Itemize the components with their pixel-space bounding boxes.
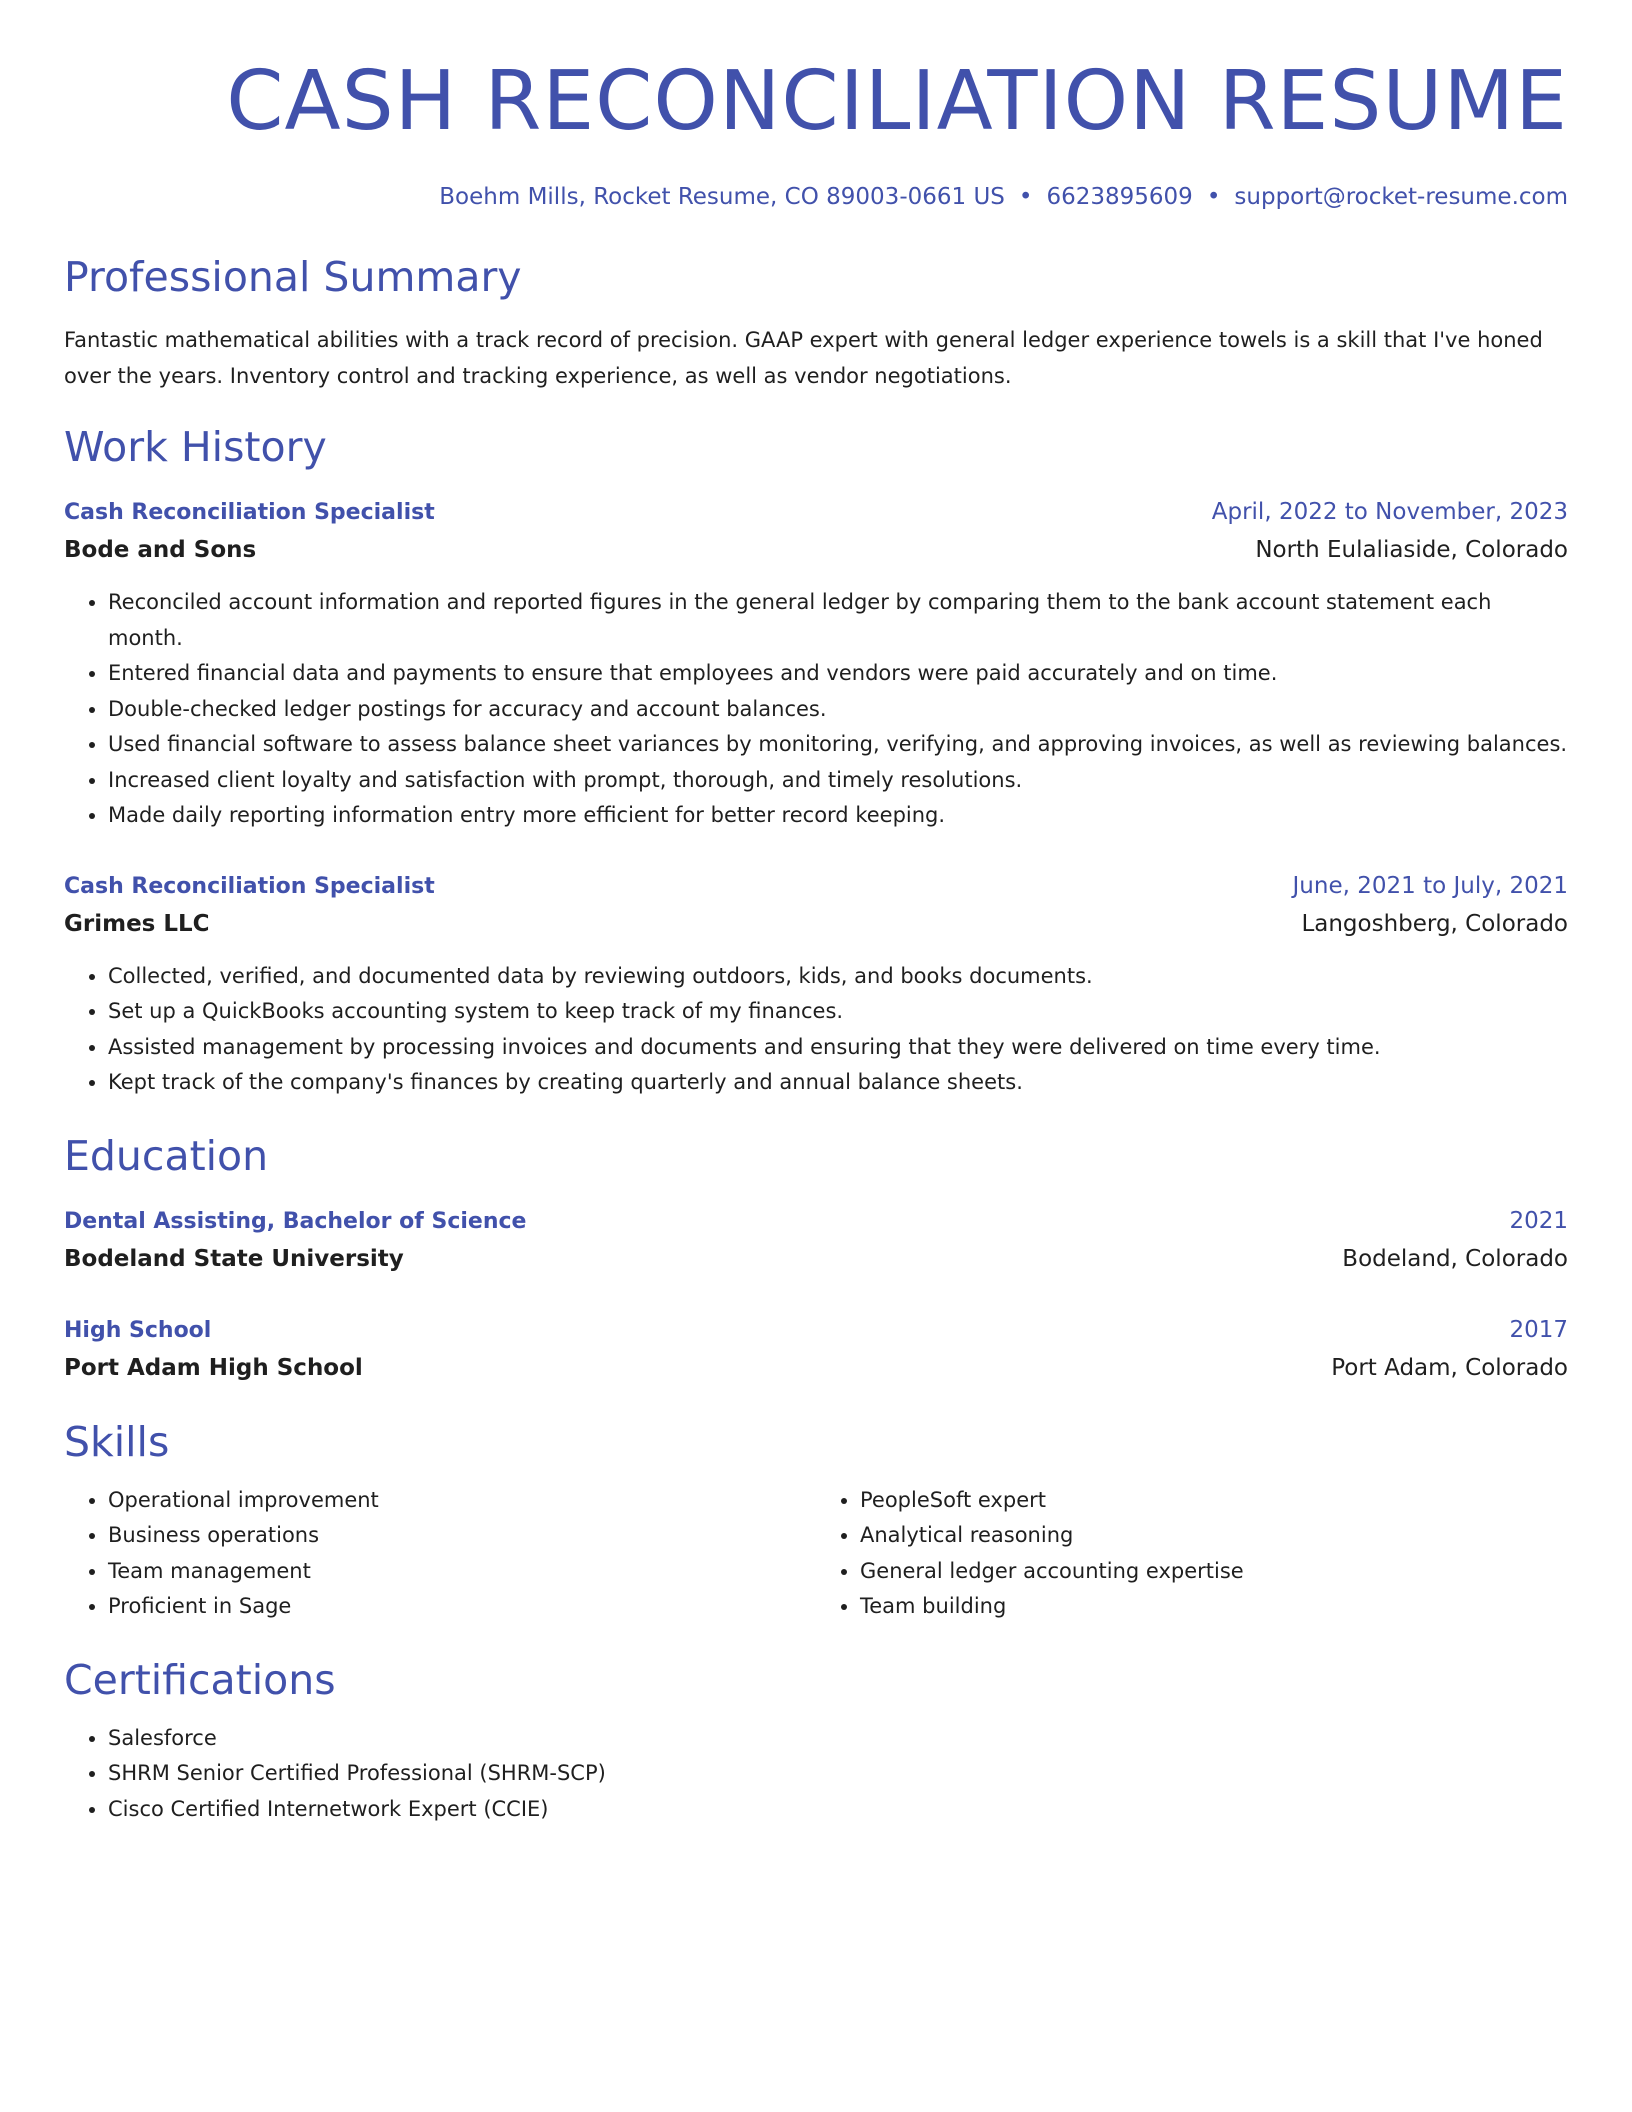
contact-separator: • <box>1018 184 1033 210</box>
job-dates: April, 2022 to November, 2023 <box>1211 499 1568 525</box>
contact-separator: • <box>1206 184 1221 210</box>
skills-grid <box>64 1483 1568 1625</box>
job-bullet: • Collected, verified, and documented data by reviewing outdoors, kids, and books documents. <box>108 959 1568 995</box>
contact-phone: 6623895609 <box>1046 184 1193 210</box>
job-entry <box>64 494 1568 834</box>
education-degree: High School <box>64 1317 212 1343</box>
certification-item: • SHRM Senior Certified Professional (SHRM-SCP) <box>108 1756 1568 1792</box>
education-school: Port Adam High School <box>64 1354 363 1381</box>
skill-item: • General ledger accounting expertise <box>860 1554 1568 1590</box>
skills-heading: Skills <box>64 1417 170 1466</box>
education-degree: Dental Assisting, Bachelor of Science <box>64 1208 527 1234</box>
job-bullet: • Set up a QuickBooks accounting system to keep track of my finances. <box>108 994 1568 1030</box>
skills-list-right <box>816 1483 1568 1625</box>
skill-item: • Proficient in Sage <box>108 1589 816 1625</box>
job-bullets <box>64 585 1568 834</box>
skill-item: • PeopleSoft expert <box>860 1483 1568 1519</box>
education-school: Bodeland State University <box>64 1245 404 1272</box>
education-location: Bodeland, Colorado <box>1342 1245 1568 1272</box>
job-title: Cash Reconciliation Specialist <box>64 500 435 525</box>
education-entry <box>64 1312 1568 1387</box>
education-year: 2021 <box>1509 1207 1568 1234</box>
skill-item: • Team management <box>108 1554 816 1590</box>
job-bullet: • Made daily reporting information entry more efficient for better record keeping. <box>108 798 1568 834</box>
education-entry <box>64 1203 1568 1278</box>
job-dates: June, 2021 to July, 2021 <box>1292 872 1568 899</box>
contact-line <box>64 182 1568 212</box>
education-location: Port Adam, Colorado <box>1331 1354 1568 1381</box>
job-bullet: • Increased client loyalty and satisfaction with prompt, thorough, and timely resolutions. <box>108 763 1568 799</box>
job-bullet: • Entered financial data and payments to ensure that employees and vendors were paid accurately and on time. <box>108 656 1568 692</box>
skills-list-left <box>64 1483 816 1625</box>
job-bullet: • Reconciled account information and reported figures in the general ledger by comparing them to the bank account statement each month. <box>108 585 1568 656</box>
job-bullet: • Used financial software to assess balance sheet variances by monitoring, verifying, and approving invoices, as well as reviewing balances. <box>108 727 1568 763</box>
work-history-heading: Work History <box>64 423 327 471</box>
certifications-heading: Certifications <box>64 1655 336 1704</box>
job-company: Grimes LLC <box>64 910 210 937</box>
summary-text: Fantastic mathematical abilities with a track record of precision. GAAP expert with general ledger experience towels is a skill that I've honed over the years. Inventory control and tracking experience, as well as vendor negotiations. <box>64 328 1543 388</box>
job-bullet: • Assisted management by processing invoices and documents and ensuring that they were delivered on time every time. <box>108 1030 1568 1066</box>
job-location: Langoshberg, Colorado <box>1301 910 1568 937</box>
contact-address: Boehm Mills, Rocket Resume, CO 89003-0661 US <box>439 184 1005 210</box>
certification-item: • Cisco Certified Internetwork Expert (CCIE) <box>108 1792 1568 1828</box>
job-bullet: • Double-checked ledger postings for accuracy and account balances. <box>108 692 1568 728</box>
education-year: 2017 <box>1509 1316 1568 1343</box>
skill-item: • Team building <box>860 1589 1568 1625</box>
job-title: Cash Reconciliation Specialist <box>64 873 435 899</box>
job-entry <box>64 868 1568 1101</box>
skill-item: • Analytical reasoning <box>860 1518 1568 1554</box>
resume-title: CASH RECONCILIATION RESUME <box>226 54 1568 149</box>
skill-item: • Operational improvement <box>108 1483 816 1519</box>
job-company: Bode and Sons <box>64 537 257 563</box>
job-bullet: • Kept track of the company's finances by creating quarterly and annual balance sheets. <box>108 1065 1568 1101</box>
skill-item: • Business operations <box>108 1518 816 1554</box>
certifications-list <box>64 1721 1568 1828</box>
summary-heading: Professional Summary <box>64 253 522 301</box>
contact-email: support@rocket-resume.com <box>1234 184 1568 210</box>
certification-item: • Salesforce <box>108 1721 1568 1757</box>
education-heading: Education <box>64 1131 269 1180</box>
job-location: North Eulaliaside, Colorado <box>1255 537 1568 563</box>
job-bullets <box>64 959 1568 1101</box>
